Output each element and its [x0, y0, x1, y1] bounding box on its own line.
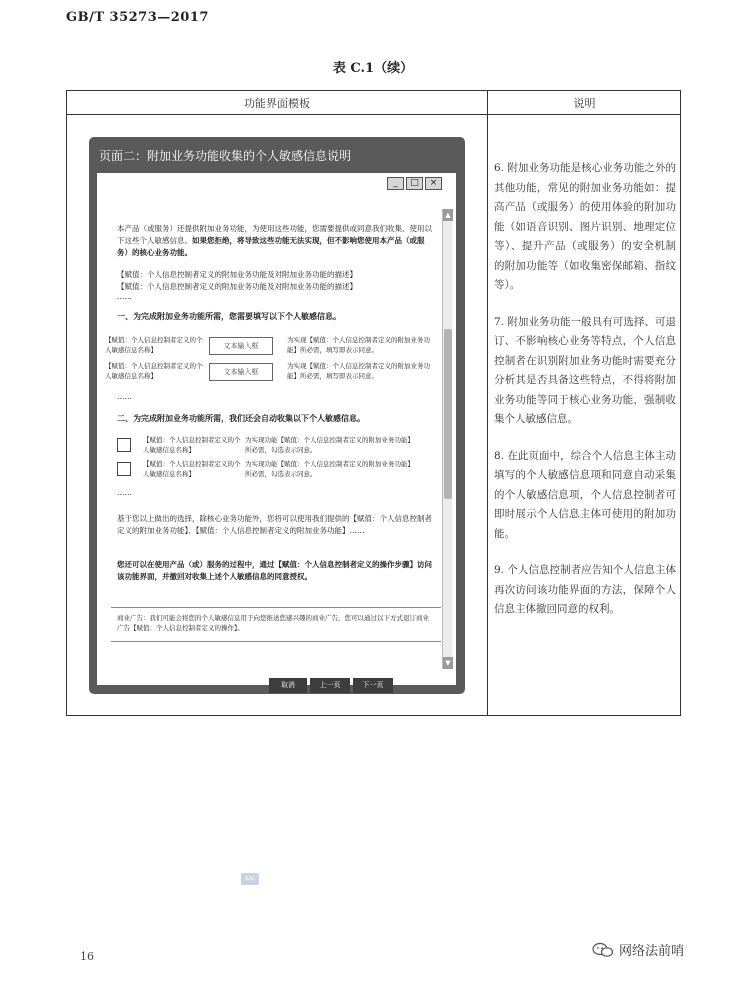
template-table — [66, 90, 681, 716]
auto-collect-row — [117, 459, 439, 481]
field-label: 【赋值：个人信息控制者定义的个人敏感信息名称】 — [105, 336, 203, 354]
assign-line-1: 【赋值：个人信息控制者定义的附加业务功能及对附加业务功能的描述】 — [117, 270, 357, 279]
consent-checkbox[interactable] — [117, 438, 131, 452]
header-function-template: 功能界面模板 — [244, 97, 310, 110]
sensitive-field-row — [105, 335, 439, 359]
next-page-button[interactable]: 下一页 — [353, 678, 393, 693]
field-consent-note: 为实现【赋值：个人信息控制者定义的附加业务功能】所必需，填写即表示同意。 — [287, 362, 430, 380]
text-input[interactable]: 文本输入框 — [209, 363, 273, 381]
checkbox-consent-note: 为实现功能【赋值：个人信息控制者定义的附加业务功能】所必需，勾选表示同意。 — [245, 436, 414, 454]
watermark-logo: SAC — [241, 873, 259, 885]
brand-name: 网络法前哨 — [619, 944, 685, 959]
header-description: 说明 — [573, 97, 596, 110]
divider — [111, 607, 441, 608]
minimize-icon[interactable]: _ — [387, 177, 404, 190]
divider — [111, 641, 441, 642]
sensitive-field-row — [105, 361, 439, 385]
brand-watermark — [592, 940, 684, 959]
wechat-icon — [592, 942, 614, 958]
maximize-icon[interactable]: □ — [406, 177, 423, 190]
ellipsis: …… — [117, 488, 132, 497]
scroll-thumb[interactable] — [444, 329, 452, 499]
field-label: 【赋值：个人信息控制者定义的个人敏感信息名称】 — [105, 362, 203, 380]
note-item: 8. 在此页面中，综合个人信息主体主动填写的个人敏感信息项和同意自动采集的个人敏感信息项，个人信息控制者可即时展示个人信息主体可使用的附加功能。 — [494, 449, 676, 540]
column-divider — [487, 91, 488, 715]
section-2-heading: 二、为完成附加业务功能所需，我们还会自动收集以下个人敏感信息。 — [117, 414, 365, 423]
text-input[interactable]: 文本输入框 — [209, 337, 273, 355]
dialog-title: 页面二：附加业务功能收集的个人敏感信息说明 — [99, 149, 352, 163]
cancel-button[interactable]: 取消 — [269, 678, 307, 693]
dialog-buttons — [269, 678, 393, 693]
table-title: 表 C.1（续） — [332, 61, 414, 76]
consent-checkbox[interactable] — [117, 462, 131, 476]
assign-line-2: 【赋值：个人信息控制者定义的附加业务功能及对附加业务功能的描述】 — [117, 282, 357, 291]
table-header — [67, 91, 680, 115]
choice-summary-text: 基于您以上做出的选择，除核心业务功能外，您将可以使用我们提供的【赋值：个人信息控制者定义的附加业务功能】、【赋值：个人信息控制者定义的附加业务功能】…… — [117, 514, 432, 535]
ellipsis: …… — [117, 292, 132, 301]
scroll-down-icon[interactable]: ▼ — [443, 657, 453, 669]
page-number: 16 — [80, 950, 94, 963]
close-icon[interactable]: × — [425, 177, 442, 190]
description-notes — [494, 159, 676, 637]
intro-text: 本产品（或服务）还提供附加业务功能，为使用这些功能，您需要提供或同意我们收集、使用以下这些个人敏感信息。如果您拒绝，将导致这些功能无法实现，但不影响您使用本产品（或服务）的核心业务功能。 — [117, 224, 432, 257]
dialog-body — [97, 173, 456, 689]
checkbox-consent-note: 为实现功能【赋值：个人信息控制者定义的附加业务功能】所必需，勾选表示同意。 — [245, 460, 414, 478]
dialog-window — [89, 137, 465, 694]
scroll-up-icon[interactable]: ▲ — [443, 209, 453, 221]
checkbox-label: 【赋值：个人信息控制者定义的个人敏感信息名称】 — [143, 436, 241, 454]
revoke-consent-text: 您还可以在使用产品（或）服务的过程中，通过【赋值：个人信息控制者定义的操作步骤】访问该功能界面，并撤回对收集上述个人敏感信息的同意授权。 — [117, 560, 432, 581]
note-item: 9. 个人信息控制者应告知个人信息主体再次访问该功能界面的方法，保障个人信息主体撤回同意的权利。 — [494, 564, 676, 615]
field-consent-note: 为实现【赋值：个人信息控制者定义的附加业务功能】所必需，填写即表示同意。 — [287, 336, 430, 354]
section-1-heading: 一、为完成附加业务功能所需，您需要填写以下个人敏感信息。 — [117, 312, 341, 321]
auto-collect-row — [117, 435, 439, 457]
note-item: 7. 附加业务功能一般具有可选择、可退订、不影响核心业务等特点，个人信息控制者在识别附加业务功能时需要充分分析其是否具备这些特点，不得将附加业务功能等同于核心业务功能，强制收集个人敏感信息。 — [494, 315, 676, 425]
standard-code: GB/T 35273—2017 — [66, 10, 209, 25]
prev-page-button[interactable]: 上一页 — [310, 678, 350, 693]
ad-notice-text: 商业广告：我们可能会将您的个人敏感信息用于向您推送您感兴趣的商业广告，您可以通过以下方式退订商业广告【赋值：个人信息控制者定义的操作】。 — [117, 614, 429, 632]
note-item: 6. 附加业务功能是核心业务功能之外的其他功能，常见的附加业务功能如：提高产品（或服务）的使用体验的附加功能（如语音识别、图片识别、地理定位等）、提升产品（或服务）的安全机制的附加功能等（如收集密保邮箱、指纹等）。 — [494, 162, 676, 291]
vertical-scrollbar[interactable] — [442, 209, 452, 669]
ellipsis: …… — [117, 392, 132, 401]
window-controls — [387, 177, 442, 190]
checkbox-label: 【赋值：个人信息控制者定义的个人敏感信息名称】 — [143, 460, 241, 478]
